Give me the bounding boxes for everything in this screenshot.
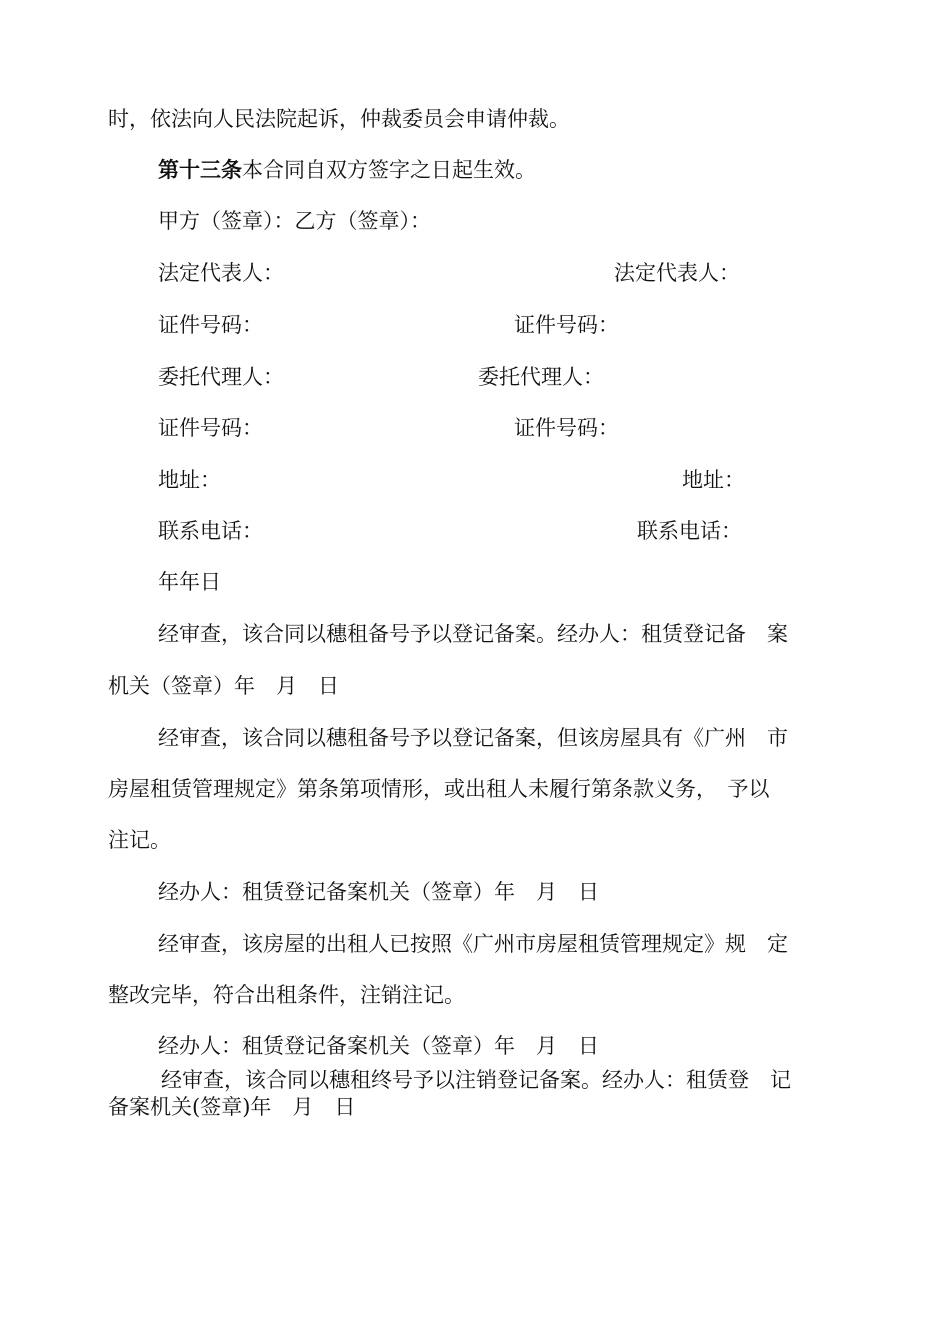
- signature-parties-line: 甲方（签章）：乙方（签章）：: [158, 209, 431, 233]
- legal-rep-party-a: 法定代表人：: [158, 261, 284, 285]
- phone-party-b: 联系电话：: [637, 519, 742, 543]
- review-2-line-3: 注记。: [108, 828, 171, 852]
- agent-id-number-party-b: 证件号码：: [514, 416, 619, 440]
- review-2-line-1: 经审查，该合同以穗租备号予以登记备案，但该房屋具有《广州 市: [158, 726, 788, 750]
- review-4-line-1: 经审查，该合同以穗租终号予以注销登记备案。经办人：租赁登 记: [161, 1068, 791, 1092]
- agent-party-a: 委托代理人：: [158, 365, 284, 389]
- review-3-line-2: 整改完毕，符合出租条件，注销注记。: [108, 983, 465, 1007]
- id-number-party-a: 证件号码：: [158, 313, 263, 337]
- agent-party-b: 委托代理人：: [478, 365, 604, 389]
- address-party-b: 地址：: [682, 468, 745, 492]
- article-13-text: 本合同自双方签字之日起生效。: [242, 158, 536, 182]
- address-party-a: 地址：: [158, 468, 221, 492]
- article-13-label: 第十三条: [158, 157, 242, 182]
- review-2-signature: 经办人：租赁登记备案机关（签章）年 月 日: [158, 880, 599, 904]
- review-4-line-2: 备案机关(签章)年 月 日: [108, 1095, 356, 1119]
- article-13: [158, 159, 536, 181]
- review-1-line-1: 经审查，该合同以穗租备号予以登记备案。经办人：租赁登记备 案: [158, 622, 788, 646]
- phone-party-a: 联系电话：: [158, 519, 263, 543]
- paragraph-arbitration-continuation: 时，依法向人民法院起诉，仲裁委员会申请仲裁。: [108, 107, 570, 131]
- review-2-line-2: 房屋租赁管理规定》第条第项情形，或出租人未履行第条款义务， 予以: [108, 777, 770, 801]
- legal-rep-party-b: 法定代表人：: [614, 261, 740, 285]
- review-1-line-2: 机关（签章）年 月 日: [108, 674, 339, 698]
- review-3-line-1: 经审查，该房屋的出租人已按照《广州市房屋租赁管理规定》规 定: [158, 932, 788, 956]
- review-3-signature: 经办人：租赁登记备案机关（签章）年 月 日: [158, 1034, 599, 1058]
- agent-id-number-party-a: 证件号码：: [158, 416, 263, 440]
- id-number-party-b: 证件号码：: [514, 313, 619, 337]
- date-line: 年年日: [158, 570, 221, 594]
